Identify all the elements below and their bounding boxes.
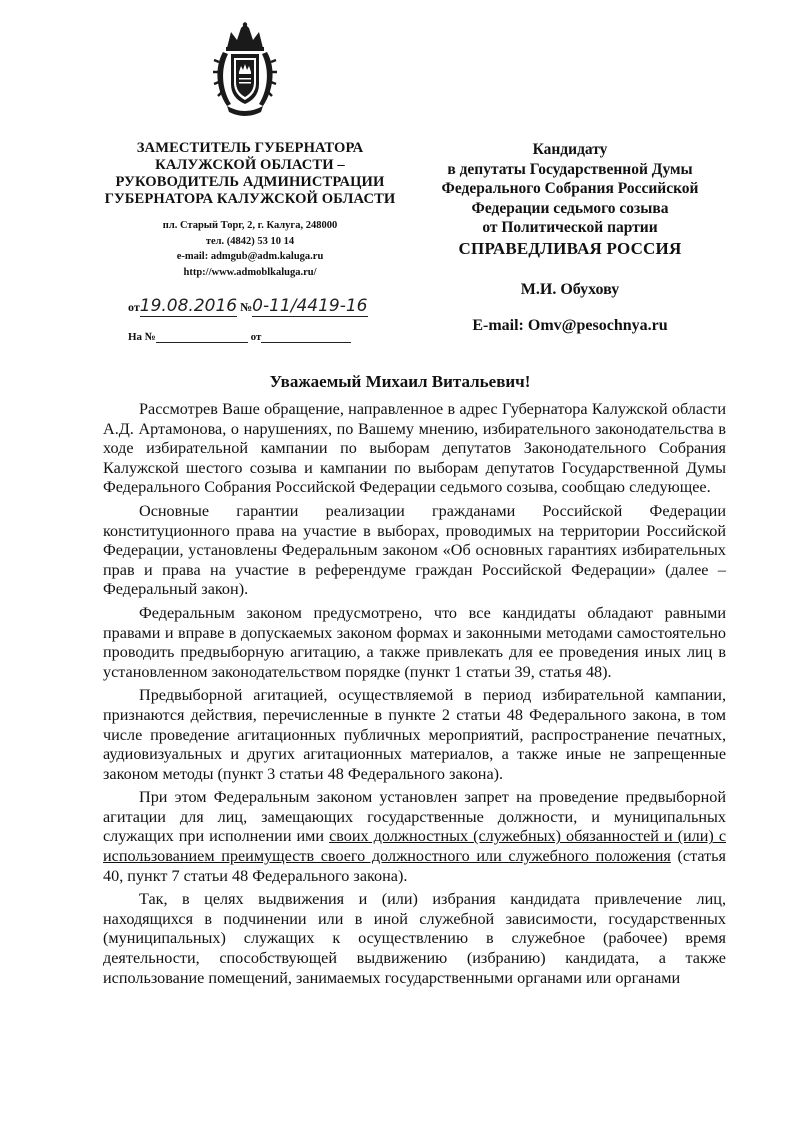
body-paragraph: Рассмотрев Ваше обращение, направленное в адрес Губернатора Калужской области А.Д. Артамонова, о нарушениях, по Вашему мнению, избирательного законодательства в ходе избирательной кампании по выборам депутатов Законодательного Собрания Калужской шестого созыва и кампании по выборам депутатов Государственной Думы Федерального Собрания Российской Федерации седьмого созыва, сообщаю следующее.	[103, 400, 726, 497]
sender-block	[100, 140, 400, 280]
recipient-email: E-mail: Omv@pesochnya.ru	[472, 316, 668, 334]
ref-number: 0-11/4419-16	[252, 296, 368, 316]
ref-from-label: от	[128, 300, 140, 314]
sender-phone: тел. (4842) 53 10 14	[205, 235, 295, 247]
sender-address: пл. Старый Торг, 2, г. Калуга, 248000	[162, 220, 338, 231]
body-text: При этом Федеральным законом установлен запрет на проведение предвыборной агитации для лиц, замещающих государственные должности, и муниципальных служащих при исполнении ими	[103, 788, 726, 846]
recipient-party: СПРАВЕДЛИВАЯ РОССИЯ	[458, 238, 682, 258]
recipient-line: Кандидату	[532, 141, 608, 158]
reply-reference	[128, 330, 351, 343]
ref-date: 19.08.2016	[139, 296, 238, 316]
sender-contacts	[100, 218, 400, 280]
body-paragraph: Федеральным законом предусмотрено, что все кандидаты обладают равными правами и вправе в допускаемых законом формах и законными методами самостоятельно проводить предвыборную агитацию, а также привлекать для ее проведения иных лиц в установленном законодательством порядке (пункт 1 статьи 39, статья 48).	[103, 603, 726, 681]
body-text: (статья 40, пункт 7 статьи 48 Федерального закона).	[103, 847, 727, 885]
body-paragraph: Основные гарантии реализации гражданами Российской Федерации конституционного права на участие в выборах, проводимых на территории Российской Федерации, установлены Федеральным законом «Об основных гарантиях избирательных прав и права на участие в референдуме граждан Российской Федерации» (далее – Федеральный закон).	[103, 501, 726, 599]
kaluga-coat-of-arms-icon	[213, 22, 277, 118]
sender-website: http://www.admoblkaluga.ru/	[183, 266, 317, 278]
body-paragraph: Предвыборной агитацией, осуществляемой в период избирательной кампании, признаются действия, перечисленные в пункте 2 статьи 48 Федерального закона, в том числе проведение агитационных публичных мероприятий, распространение печатных, аудиовизуальных и других агитационных материалов, а также иные не запрещенные законом методы (пункт 3 статьи 48 Федерального закона).	[103, 686, 726, 783]
reply-from-label: от	[250, 331, 262, 343]
body-paragraph: Так, в целях выдвижения и (или) избрания кандидата привлечение лиц, находящихся в подчинении или в иной служебной зависимости, государственных (муниципальных) служащих к осуществлению в служебное (рабочее) время деятельности, способствующей выдвижению (избранию) кандидата, а также использование помещений, занимаемых государственными органами или органами	[103, 890, 726, 987]
recipient-line: в депутаты Государственной Думы	[447, 160, 693, 178]
salutation: Уважаемый Михаил Витальевич!	[269, 372, 531, 391]
letter-body	[103, 400, 726, 992]
sender-email: e-mail: admgub@adm.kaluga.ru	[176, 251, 324, 262]
recipient-line: Федерации седьмого созыва	[471, 199, 669, 217]
reply-number-label: На №	[128, 331, 156, 343]
sender-org-line: РУКОВОДИТЕЛЬ АДМИНИСТРАЦИИ	[115, 174, 385, 190]
recipient-line: от Политической партии	[482, 219, 658, 236]
sender-org-line: КАЛУЖСКОЙ ОБЛАСТИ –	[155, 157, 345, 173]
recipient-line: Федерального Собрания Российской	[441, 180, 699, 197]
sender-org-line: ГУБЕРНАТОРА КАЛУЖСКОЙ ОБЛАСТИ	[104, 191, 396, 207]
sender-organization	[100, 140, 400, 208]
ref-number-label: №	[240, 300, 253, 314]
sender-org-line: ЗАМЕСТИТЕЛЬ ГУБЕРНАТОРА	[136, 140, 364, 156]
recipient-name: М.И. Обухову	[520, 280, 620, 298]
recipient-block	[405, 140, 735, 335]
underlined-text: своих должностных (служебных) обязанностей и (или) с использованием преимуществ своего должностного или служебного положения	[103, 827, 727, 866]
recipient-title	[405, 140, 735, 238]
body-paragraph	[103, 788, 726, 886]
outgoing-reference	[128, 296, 368, 317]
